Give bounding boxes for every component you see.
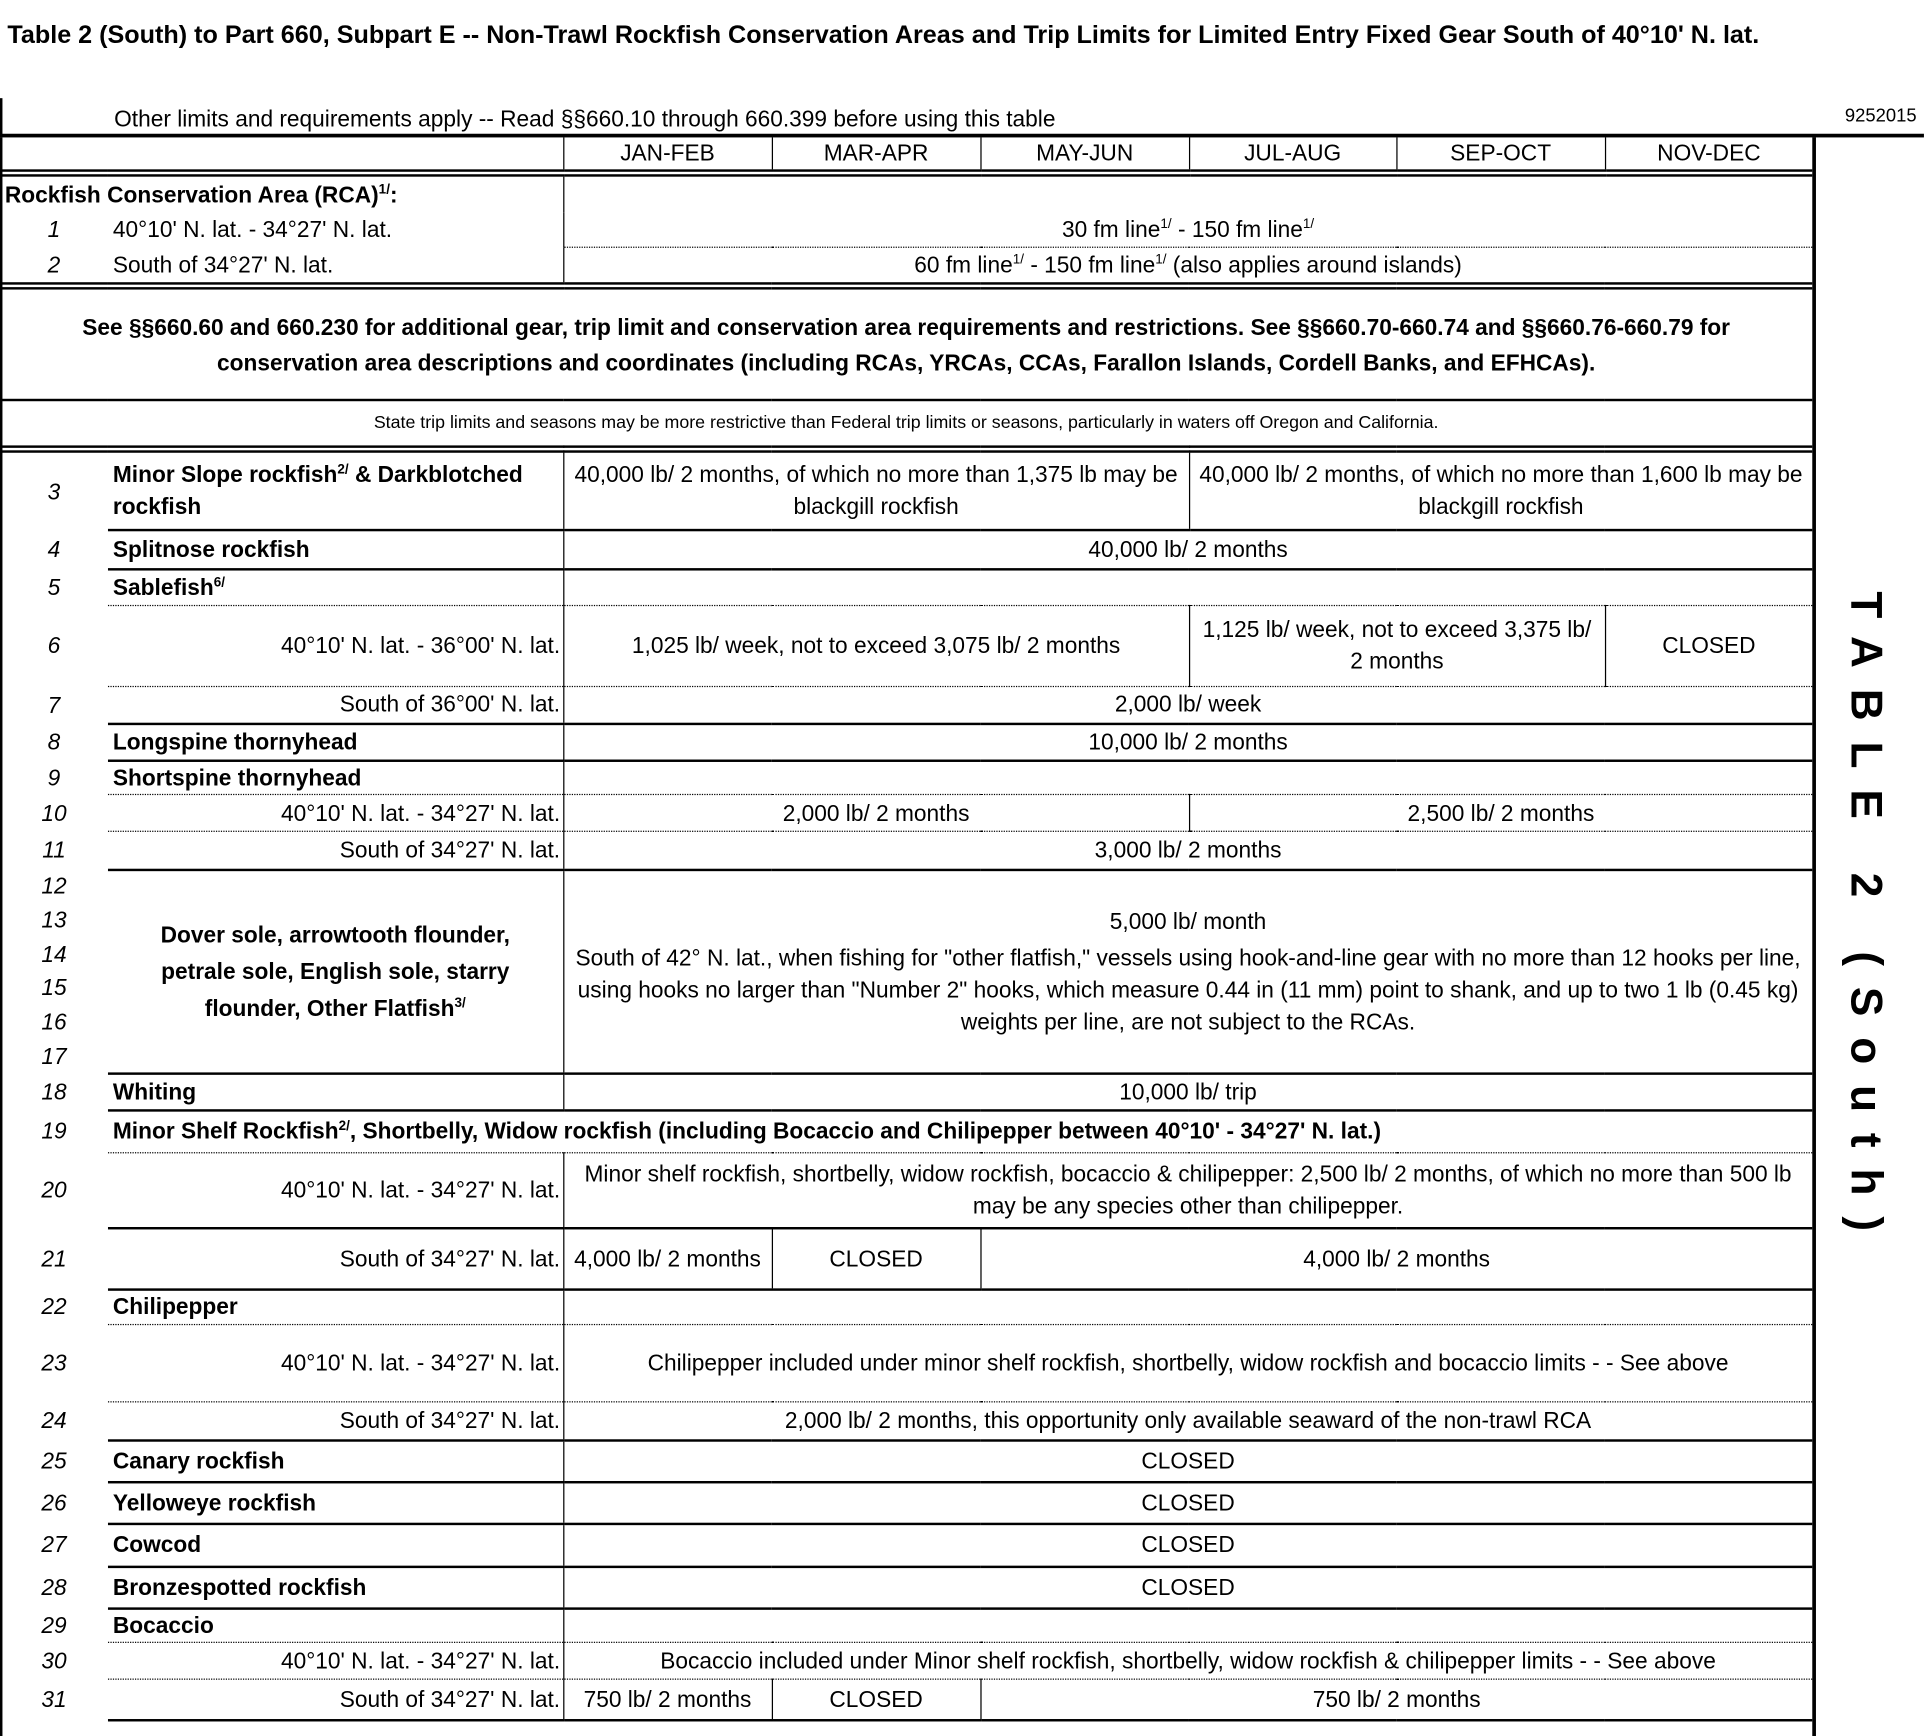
species-label: Whiting — [108, 1073, 563, 1110]
area-label: 40°10' N. lat. - 34°27' N. lat. — [108, 1153, 563, 1228]
species-label: Splitnose rockfish — [108, 530, 563, 569]
trip-limit-cell: 40,000 lb/ 2 months — [563, 530, 1812, 569]
side-panel — [1812, 137, 1924, 1736]
month-header: JUL-AUG — [1189, 137, 1396, 173]
area-label: South of 34°27' N. lat. — [108, 1228, 563, 1289]
species-label: Canary rockfish — [108, 1440, 563, 1482]
area-label: South of 36°00' N. lat. — [108, 686, 563, 724]
row-number: 6 — [47, 631, 61, 658]
row-number: 19 — [41, 1117, 67, 1144]
row-number: 17 — [41, 1042, 67, 1069]
area-label: 40°10' N. lat. - 34°27' N. lat. — [108, 1325, 563, 1402]
trip-limit-cell: CLOSED — [563, 1566, 1812, 1608]
row-number: 5 — [47, 573, 61, 600]
trip-limit-cell: 2,500 lb/ 2 months — [1189, 794, 1812, 831]
row-number — [0, 869, 108, 1073]
trip-limit-cell: 750 lb/ 2 months — [563, 1679, 772, 1719]
species-label: Cowcod — [108, 1523, 563, 1566]
row-number: 12 — [41, 872, 67, 899]
area-label: South of 34°27' N. lat. — [108, 831, 563, 869]
row-number: 9 — [47, 764, 61, 790]
trip-limit-cell: 10,000 lb/ 2 months — [563, 724, 1812, 761]
trip-limit-cell: 40,000 lb/ 2 months, of which no more than 1,375 lb may be blackgill rockfish — [563, 449, 1189, 530]
row-number: 26 — [41, 1488, 67, 1515]
month-header: JAN-FEB — [563, 137, 772, 173]
trip-limit-cell: CLOSED — [1605, 605, 1812, 686]
row-number: 15 — [41, 974, 67, 1001]
rca-heading: Rockfish Conservation Area (RCA)$^{1/}$: — [4, 180, 398, 207]
trip-limit-cell: 10,000 lb/ trip — [563, 1073, 1812, 1110]
trip-limit-cell: 2,000 lb/ week — [563, 686, 1812, 724]
table-row — [0, 724, 1812, 761]
table-row — [0, 173, 1812, 212]
state-limits-note: State trip limits and seasons may be more restrictive than Federal trip limits or seasons, particularly in waters off Oregon and California. — [0, 400, 1812, 449]
row-number: 2 — [0, 247, 108, 286]
rca-value — [563, 173, 1812, 212]
rca-area-label: South of 34°27' N. lat. — [108, 247, 563, 286]
row-number: 29 — [41, 1611, 67, 1638]
trip-limit-cell — [563, 761, 1812, 795]
row-number: 3 — [47, 477, 61, 504]
table-row — [0, 1566, 1812, 1608]
trip-limit-cell — [563, 869, 1812, 1073]
table-row — [0, 530, 1812, 569]
species-label: Longspine thornyhead — [108, 724, 563, 761]
divider — [0, 98, 2, 135]
side-label: TABLE 2 (South) — [1841, 591, 1893, 1252]
document-code: 9252015 — [1844, 105, 1917, 127]
row-number: 14 — [41, 940, 67, 967]
table-row — [0, 1679, 1812, 1719]
table-row — [0, 569, 1812, 605]
table-row — [0, 1523, 1812, 1566]
row-number: 20 — [41, 1176, 67, 1203]
table-row — [0, 1642, 1812, 1679]
rca-area-label: 40°10' N. lat. - 34°27' N. lat. — [112, 215, 393, 242]
species-label: Bocaccio — [108, 1608, 563, 1642]
footnote-ref: 1/ — [1012, 252, 1025, 267]
row-number: 7 — [47, 691, 61, 718]
species-label: Bronzespotted rockfish — [108, 1566, 563, 1608]
table-row — [0, 1608, 1812, 1642]
table-row — [0, 1402, 1812, 1440]
table-row — [0, 1325, 1812, 1402]
row-number: 23 — [41, 1349, 67, 1376]
area-label: 40°10' N. lat. - 34°27' N. lat. — [108, 794, 563, 831]
area-label: South of 34°27' N. lat. — [108, 1402, 563, 1440]
row-number: 13 — [41, 906, 67, 933]
row-number-list — [0, 869, 108, 1073]
row-number: 1 — [47, 215, 61, 242]
regulation-note: See §§660.60 and 660.230 for additional gear, trip limit and conservation area requirements and restrictions. See §§660.70-660.74 and §§660.76-660.79 for conservation area descriptions and coordinates (including RCAs, YRCAs, CCAs, Farallon Islands, Cordell Banks, and EFHCAs). — [0, 286, 1812, 400]
table-row — [0, 1440, 1812, 1482]
trip-limit-cell: 2,000 lb/ 2 months — [563, 794, 1189, 831]
footnote-ref: 1/ — [378, 182, 390, 197]
table-row — [0, 794, 1812, 831]
row-number: 8 — [47, 728, 61, 755]
subtitle: Other limits and requirements apply -- Read §§660.10 through 660.399 before using this table — [114, 105, 1056, 132]
table-row — [0, 1110, 1812, 1153]
row-number: 16 — [41, 1008, 67, 1035]
table-row — [0, 1073, 1812, 1110]
month-header: MAR-APR — [772, 137, 981, 173]
row-number: 30 — [41, 1647, 67, 1674]
trip-limit-cell: 2,000 lb/ 2 months, this opportunity only available seaward of the non-trawl RCA — [563, 1402, 1812, 1440]
table-row — [0, 761, 1812, 795]
species-label: Shortspine thornyhead — [108, 761, 563, 795]
page-title: Table 2 (South) to Part 660, Subpart E -- Non-Trawl Rockfish Conservation Areas and Trip Limits for Limited Entry Fixed Gear South of 40°10' N. lat. — [7, 20, 1760, 50]
table-row — [0, 1228, 1812, 1289]
trip-limit-cell: 4,000 lb/ 2 months — [980, 1228, 1812, 1289]
row-number: 25 — [41, 1447, 67, 1474]
row-number: 28 — [41, 1573, 67, 1600]
species-label: Dover sole, arrowtooth flounder, petrale sole, English sole, starry flounder, Other Flatfish$^{3/}$ — [108, 869, 563, 1073]
trip-limit-cell: Minor shelf rockfish, shortbelly, widow rockfish, bocaccio & chilipepper: 2,500 lb/ 2 months, of which no more than 500 lb may be any species other than chilipepper. — [563, 1153, 1812, 1228]
month-header: SEP-OCT — [1396, 137, 1605, 173]
table-row — [0, 137, 1812, 173]
table-row — [0, 831, 1812, 869]
row-number: 31 — [41, 1685, 67, 1712]
trip-limit-cell: CLOSED — [563, 1440, 1812, 1482]
table-row — [0, 247, 1812, 286]
trip-limit-detail: South of 42° N. lat., when fishing for "other flatfish," vessels using hook-and-line gear with no more than 12 hooks per line, using hooks no larger than "Number 2" hooks, which measure 0.44 in (11 mm) point to shank, and up to two 1 lb (0.45 kg) weights per line, are not subject to the RCAs. — [575, 944, 1801, 1034]
row-number: 22 — [41, 1293, 67, 1320]
trip-limit-text: 5,000 lb/ month — [1109, 907, 1267, 934]
rca-value: 60 fm line$^{1/}$ - 150 fm line$^{1/}$ (also applies around islands) — [563, 247, 1812, 286]
trip-limit-cell — [563, 569, 1812, 605]
table-row — [0, 605, 1812, 686]
area-label: South of 34°27' N. lat. — [108, 1679, 563, 1719]
footnote-ref: 1/ — [1302, 216, 1315, 232]
table-row — [0, 212, 1812, 246]
footnote-ref: 6/ — [213, 574, 226, 590]
footnote-ref: 3/ — [454, 995, 466, 1011]
table-row — [0, 686, 1812, 724]
rca-value: 30 fm line$^{1/}$ - 150 fm line$^{1/}$ — [563, 212, 1812, 246]
table-row — [0, 1153, 1812, 1228]
footnote-ref: 2/ — [338, 1119, 350, 1134]
trip-limit-cell: CLOSED — [563, 1482, 1812, 1524]
trip-limit-cell — [563, 1289, 1812, 1325]
trip-limit-cell: 1,025 lb/ week, not to exceed 3,075 lb/ 2 months — [563, 605, 1189, 686]
row-number: 24 — [41, 1407, 67, 1434]
month-header: NOV-DEC — [1605, 137, 1812, 173]
species-label: Yelloweye rockfish — [108, 1482, 563, 1524]
header-blank — [0, 137, 563, 173]
month-header: MAY-JUN — [980, 137, 1189, 173]
row-number: 4 — [47, 536, 61, 562]
table-row — [0, 869, 1812, 1073]
table-row — [0, 449, 1812, 530]
table-row — [0, 286, 1812, 400]
trip-limit-cell: CLOSED — [772, 1679, 981, 1719]
table-row — [0, 1289, 1812, 1325]
trip-limits-table — [0, 137, 1812, 1720]
species-label: Sablefish$^{6/}$ — [108, 569, 563, 605]
species-label: Chilipepper — [108, 1289, 563, 1325]
footnote-ref: 2/ — [337, 462, 349, 478]
trip-limit-cell: 750 lb/ 2 months — [980, 1679, 1812, 1719]
species-label: Minor Slope rockfish$^{2/}$ & Darkblotched rockfish — [108, 449, 563, 530]
row-number: 27 — [41, 1531, 67, 1558]
trip-limit-cell: Chilipepper included under minor shelf rockfish, shortbelly, widow rockfish and bocaccio limits - - See above — [563, 1325, 1812, 1402]
species-label: Minor Shelf Rockfish$^{2/}$, Shortbelly, Widow rockfish (including Bocaccio and Chilipepper between 40°10' - 34°27' N. lat.) — [108, 1110, 1812, 1153]
row-number: 10 — [41, 799, 67, 826]
trip-limit-cell: 3,000 lb/ 2 months — [563, 831, 1812, 869]
table-row — [0, 400, 1812, 449]
trip-limit-cell: CLOSED — [563, 1523, 1812, 1566]
area-label: 40°10' N. lat. - 34°27' N. lat. — [108, 1642, 563, 1679]
trip-limit-cell: Bocaccio included under Minor shelf rockfish, shortbelly, widow rockfish & chilipepper limits - - See above — [563, 1642, 1812, 1679]
trip-limit-cell: 4,000 lb/ 2 months — [563, 1228, 772, 1289]
row-number: 11 — [42, 836, 66, 863]
trip-limit-cell: 40,000 lb/ 2 months, of which no more than 1,600 lb may be blackgill rockfish — [1189, 449, 1812, 530]
row-number: 21 — [41, 1244, 67, 1271]
table-row — [0, 1482, 1812, 1524]
footnote-ref: 1/ — [1160, 216, 1172, 232]
row-number: 18 — [41, 1077, 67, 1104]
footnote-ref: 1/ — [1155, 252, 1167, 267]
trip-limit-cell: 1,125 lb/ week, not to exceed 3,375 lb/ 2 months — [1189, 605, 1605, 686]
area-label: 40°10' N. lat. - 36°00' N. lat. — [108, 605, 563, 686]
trip-limit-cell — [563, 1608, 1812, 1642]
trip-limit-cell: CLOSED — [772, 1228, 981, 1289]
